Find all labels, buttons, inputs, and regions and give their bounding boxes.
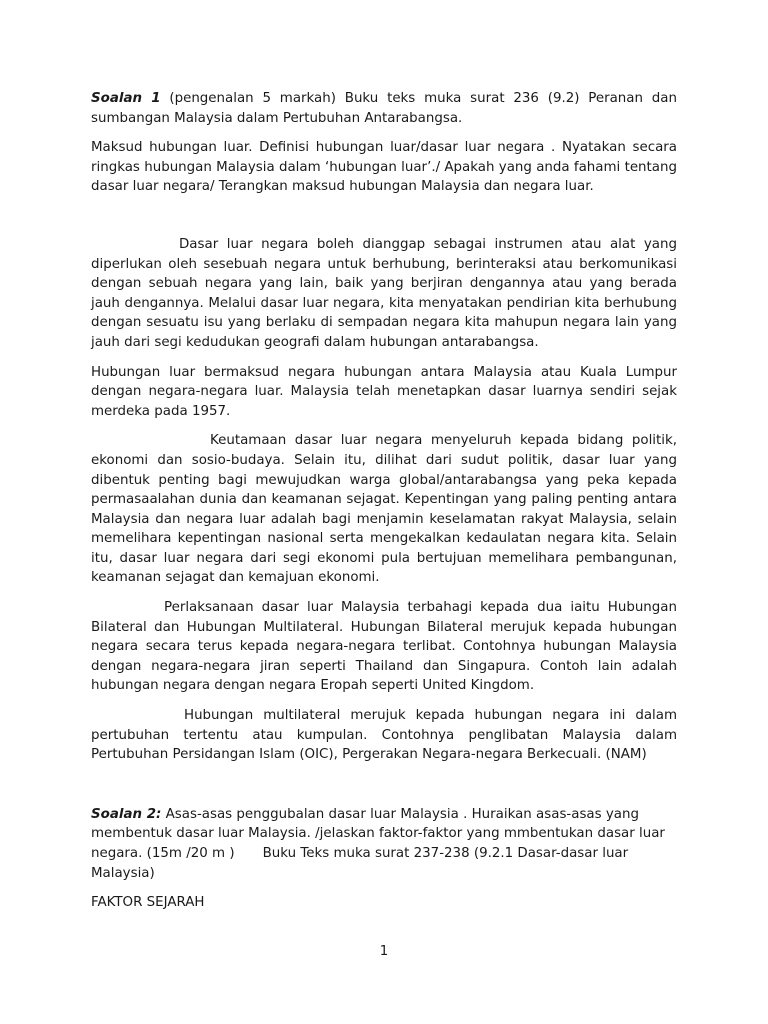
question-2-heading xyxy=(91,805,677,883)
question-1-label: Soalan 1 xyxy=(91,91,161,106)
question-2-textbook-reference: Buku Teks muka surat 237-238 (9.2.1 Dasar-dasar luar Malaysia) xyxy=(91,846,629,881)
question-1-heading-text: (pengenalan 5 markah) Buku teks muka surat 236 (9.2) Peranan dan sumbangan Malaysia dalam Pertubuhan Antarabangsa. xyxy=(91,91,677,126)
answer-paragraph: Dasar luar negara boleh dianggap sebagai instrumen atau alat yang diperlukan oleh sesebuah negara untuk berhubung, berinteraksi atau berkomunikasi dengan sebuah negara yang lain, baik yang berjiran dengannya atau yang berada jauh dengannya. Melalui dasar luar negara, kita menyatakan pendirian kita berhubung dengan sesuatu isu yang berlaku di sempadan negara kita mahupun negara lain yang jauh dari segi kedudukan geografi dalam hubungan antarabangsa. xyxy=(91,236,677,350)
question-1-heading xyxy=(91,89,677,128)
question-2-label: Soalan 2: xyxy=(91,806,162,822)
answer-paragraph: Hubungan multilateral merujuk kepada hubungan negara ini dalam pertubuhan tertentu atau kumpulan. Contohnya penglibatan Malaysia dalam Pertubuhan Persidangan Islam (OIC), Pergerakan Negara-negara Berkecuali. (NAM) xyxy=(91,708,677,763)
document-body xyxy=(91,89,677,913)
answer-paragraph: Hubungan luar bermaksud negara hubungan antara Malaysia atau Kuala Lumpur dengan negara-negara luar. Malaysia telah menetapkan dasar luarnya sendiri sejak merdeka pada 1957. xyxy=(91,364,677,419)
page-number: 1 xyxy=(379,944,389,959)
answer-paragraph: Keutamaan dasar luar negara menyeluruh kepada bidang politik, ekonomi dan sosio-budaya. Selain itu, dilihat dari sudut politik, dasar luar yang dibentuk penting bagi mewujudkan warga global/antarabangsa yang peka kepada permasaalahan dunia dan keamanan sejagat. Kepentingan yang paling penting antara Malaysia dan negara luar adalah bagi menjamin keselamatan rakyat Malaysia, selain memelihara kepentingan nasional serta mengekalkan kedaulatan negara kita. Selain itu, dasar luar negara dari segi ekonomi pula bertujuan memelihara pembangunan, keamanan sejagat dan kemajuan ekonomi. xyxy=(91,433,677,586)
question-2-heading-text: Asas-asas penggubalan dasar luar Malaysia . Huraikan asas-asas yang membentuk dasar luar Malaysia. /jelaskan faktor-faktor yang mmbentukan dasar luar negara. (15m /20 m ) xyxy=(91,806,665,861)
section-heading: FAKTOR SEJARAH xyxy=(91,895,205,911)
answer-paragraph: Perlaksanaan dasar luar Malaysia terbahagi kepada dua iaitu Hubungan Bilateral dan Hubungan Multilateral. Hubungan Bilateral merujuk kepada hubungan negara secara terus kepada negara-negara terlibat. Contohnya hubungan Malaysia dengan negara-negara jiran seperti Thailand dan Singapura. Contoh lain adalah hubungan negara dengan negara Eropah seperti United Kingdom. xyxy=(91,600,677,694)
question-1-prompt: Maksud hubungan luar. Definisi hubungan luar/dasar luar negara . Nyatakan secara ringkas hubungan Malaysia dalam ‘hubungan luar’./ Apakah yang anda fahami tentang dasar luar negara/ Terangkan maksud hubungan Malaysia dan negara luar. xyxy=(91,140,677,195)
